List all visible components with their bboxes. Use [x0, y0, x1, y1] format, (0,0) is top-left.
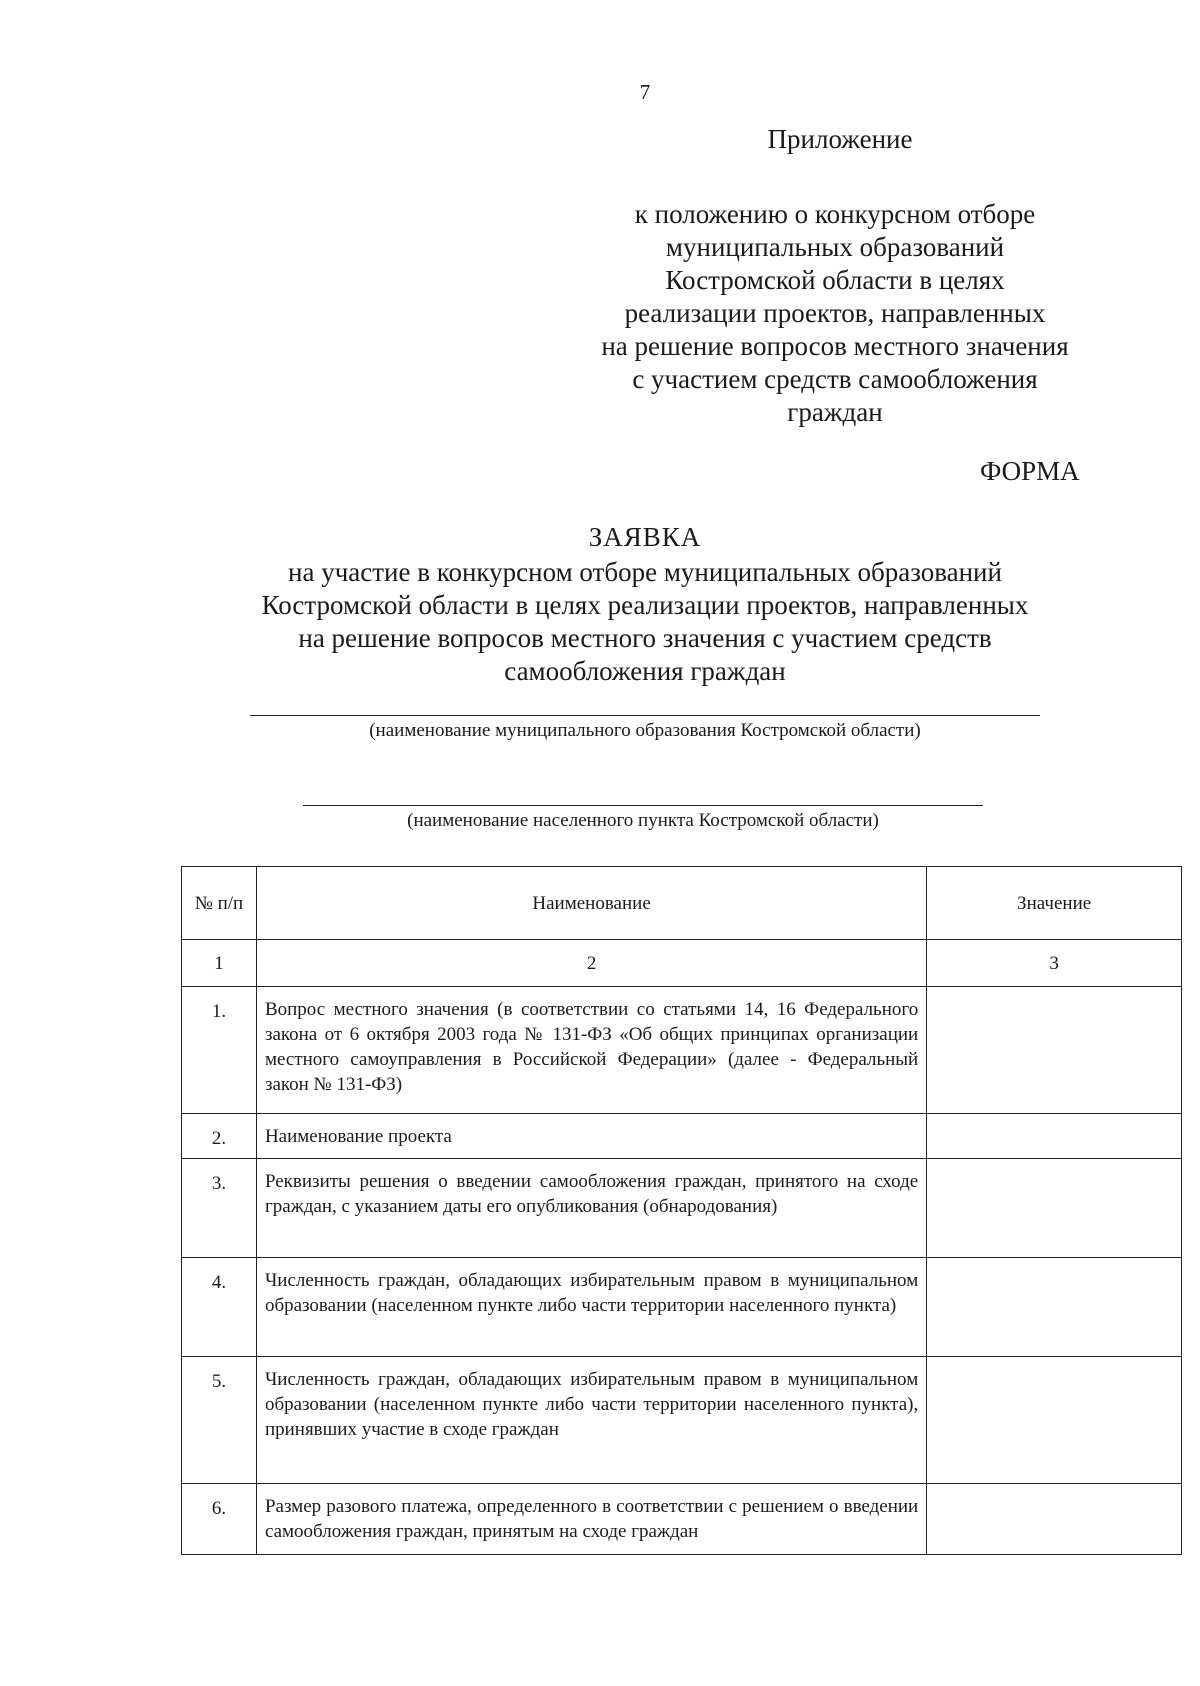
- settlement-field-caption: (наименование населенного пункта Костромской области): [407, 810, 879, 831]
- row-value-cell[interactable]: [927, 1484, 1182, 1555]
- table-row: [182, 1114, 1182, 1159]
- appendix-line: граждан: [787, 397, 883, 427]
- settlement-field-line[interactable]: [303, 805, 983, 806]
- application-table: [181, 866, 1182, 1555]
- row-value-cell[interactable]: [927, 1258, 1182, 1357]
- row-num: 6.: [182, 1484, 257, 1555]
- row-name: Вопрос местного значения (в соответствии со статьями 14, 16 Федерального закона от 6 октября 2003 года № 131-ФЗ «Об общих принципах организации местного самоуправления в Российской Федерации» (далее - Федеральный закон № 131-ФЗ): [256, 987, 926, 1114]
- row-name: Реквизиты решения о введении самообложения граждан, принятого на сходе граждан, с указанием даты его опубликования (обнародования): [256, 1159, 926, 1258]
- appendix-body: [560, 198, 1110, 429]
- appendix-line: реализации проектов, направленных: [624, 298, 1046, 328]
- appendix-title: Приложение: [767, 124, 913, 154]
- forma-label: ФОРМА: [980, 456, 1080, 486]
- header-value: Значение: [927, 867, 1182, 940]
- column-number: 2: [256, 940, 926, 987]
- column-numbering-row: [182, 940, 1182, 987]
- column-number: 1: [182, 940, 257, 987]
- appendix-line: к положению о конкурсном отборе: [634, 199, 1036, 229]
- table-row: [182, 1159, 1182, 1258]
- table-row: [182, 1357, 1182, 1484]
- municipality-field-line[interactable]: [250, 715, 1040, 716]
- row-name: Численность граждан, обладающих избирательным правом в муниципальном образовании (населенном пункте либо части территории населенного пункта): [256, 1258, 926, 1357]
- header-num: № п/п: [182, 867, 257, 940]
- row-name: Размер разового платежа, определенного в соответствии с решением о введении самообложения граждан, принятым на сходе граждан: [256, 1484, 926, 1555]
- row-num: 1.: [182, 987, 257, 1114]
- row-value-cell[interactable]: [927, 1114, 1182, 1159]
- appendix-line: Костромской области в целях: [665, 265, 1005, 295]
- table-row: [182, 1258, 1182, 1357]
- row-name: Численность граждан, обладающих избирательным правом в муниципальном образовании (населенном пункте либо части территории населенного пункта), принявших участие в сходе граждан: [256, 1357, 926, 1484]
- document-subtitle: [0, 556, 1200, 688]
- table-row: [182, 1484, 1182, 1555]
- row-num: 3.: [182, 1159, 257, 1258]
- table-row: [182, 987, 1182, 1114]
- appendix-line: на решение вопросов местного значения: [601, 331, 1069, 361]
- row-value-cell[interactable]: [927, 1159, 1182, 1258]
- subtitle-line: самообложения граждан: [504, 656, 786, 686]
- column-number: 3: [927, 940, 1182, 987]
- row-name: Наименование проекта: [256, 1114, 926, 1159]
- appendix-line: муниципальных образований: [665, 232, 1005, 262]
- row-num: 5.: [182, 1357, 257, 1484]
- row-value-cell[interactable]: [927, 1357, 1182, 1484]
- appendix-line: с участием средств самообложения: [632, 364, 1038, 394]
- subtitle-line: Костромской области в целях реализации проектов, направленных: [261, 590, 1029, 620]
- row-num: 2.: [182, 1114, 257, 1159]
- row-value-cell[interactable]: [927, 987, 1182, 1114]
- header-name: Наименование: [256, 867, 926, 940]
- page-number: 7: [639, 80, 651, 104]
- row-num: 4.: [182, 1258, 257, 1357]
- municipality-field-caption: (наименование муниципального образования Костромской области): [369, 720, 921, 741]
- table-header-row: [182, 867, 1182, 940]
- document-title: ЗАЯВКА: [588, 522, 702, 552]
- subtitle-line: на участие в конкурсном отборе муниципальных образований: [288, 557, 1002, 587]
- subtitle-line: на решение вопросов местного значения с участием средств: [298, 623, 992, 653]
